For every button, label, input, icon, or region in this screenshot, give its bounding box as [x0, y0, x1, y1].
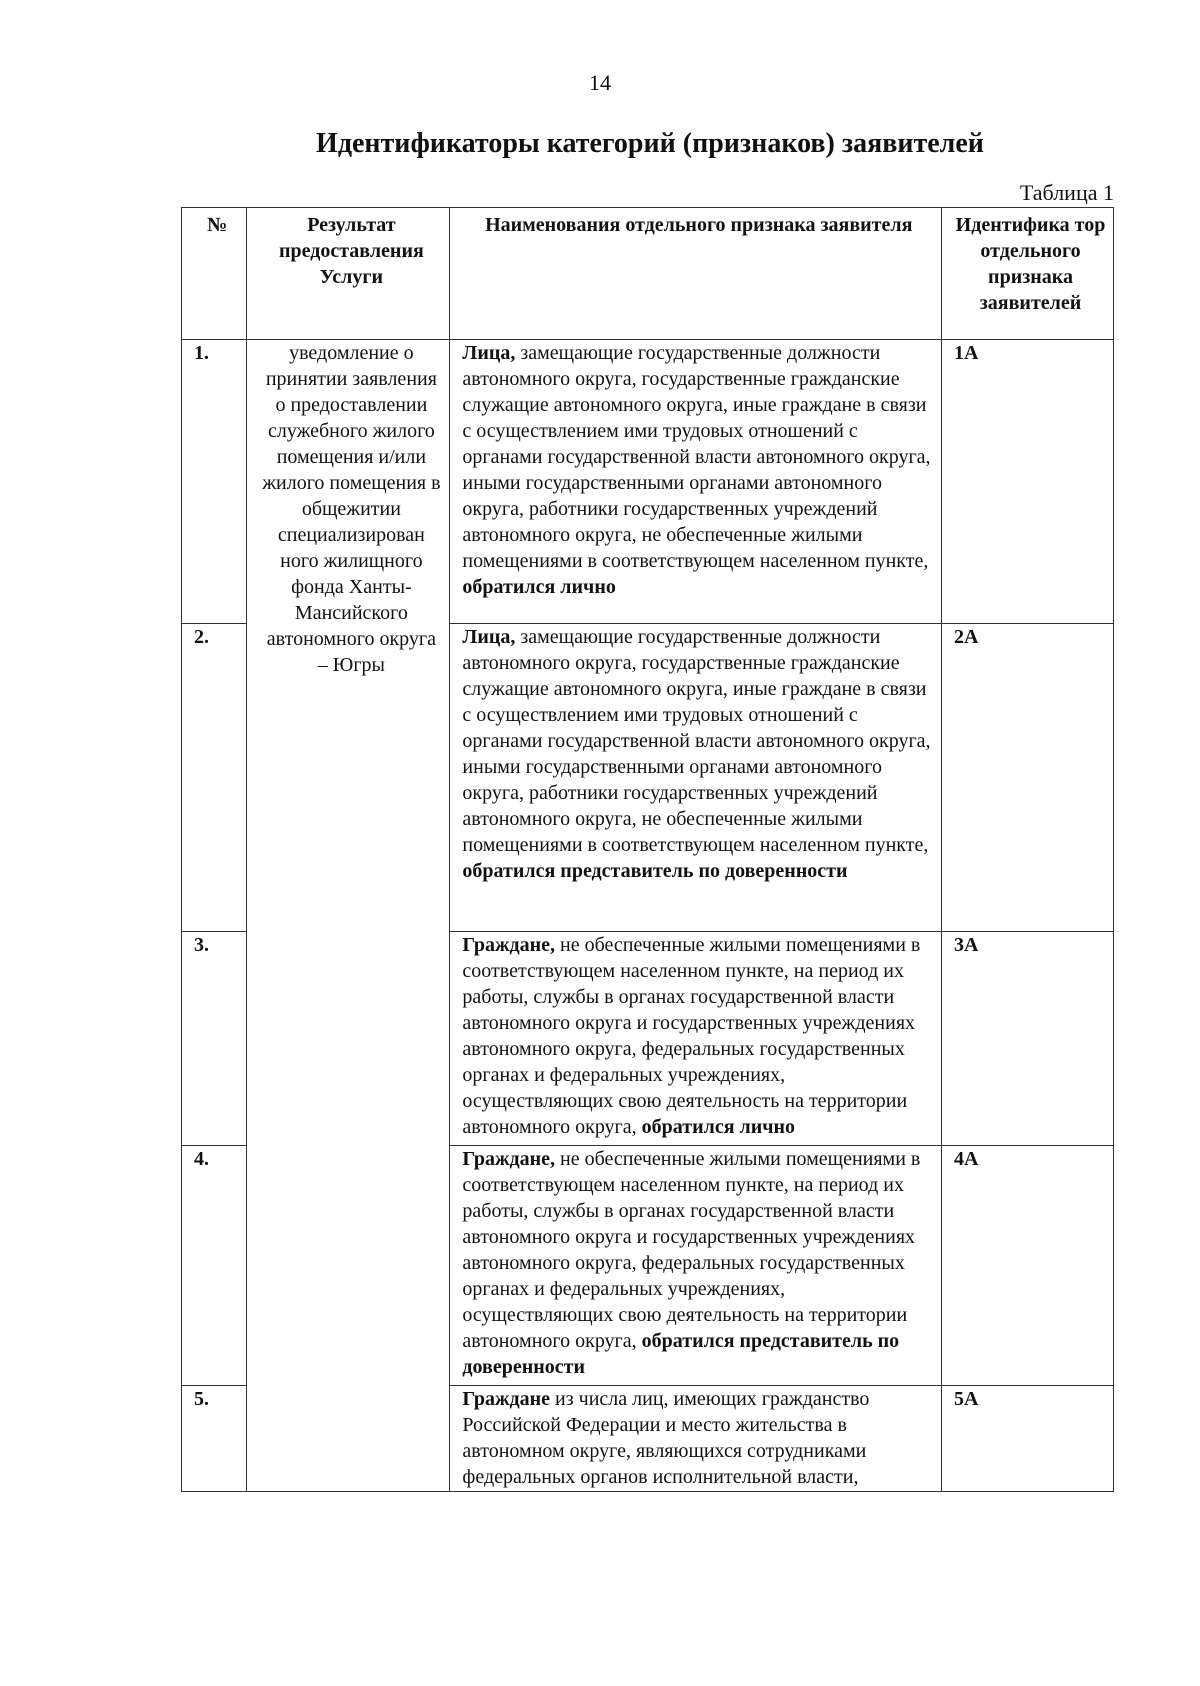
feature-lead: Граждане [462, 1388, 551, 1410]
table-header-row [182, 208, 1114, 340]
header-number: № [182, 208, 247, 340]
page-number: 14 [589, 70, 611, 95]
feature-tail: обратился лично [636, 1116, 796, 1138]
row-number: 3. [182, 932, 247, 1146]
row-number: 2. [182, 624, 247, 932]
applicant-feature-cell [450, 932, 942, 1146]
identifier-cell: 4А [942, 1146, 1114, 1386]
table-caption: Таблица 1 [1019, 180, 1114, 205]
table-row [182, 340, 1114, 624]
identifier-cell: 3А [942, 932, 1114, 1146]
feature-body: не обеспеченные жилыми помещениями в соответствующем населенном пункте, на период их работы, службы в органах государственной власти автономного округа и государственных учреждениях автономного округа, федеральных государственных органах и федеральных учреждениях, осуществляющих свою деятельность на территории автономного округа, [462, 1148, 921, 1352]
feature-lead: Лица, [462, 342, 516, 364]
service-result-cell: уведомление о принятии заявления о предоставлении служебного жилого помещения и/или жилого помещения в общежитии специализирован ного жилищного фонда Ханты-Мансийского автономного округа – Югры [247, 340, 450, 1492]
document-title: Идентификаторы категорий (признаков) заявителей [316, 128, 984, 159]
row-number: 4. [182, 1146, 247, 1386]
header-name: Наименования отдельного признака заявителя [450, 208, 942, 340]
feature-tail: обратился представитель по доверенности [462, 860, 848, 882]
feature-lead: Лица, [462, 626, 516, 648]
header-result: Результат предоставления Услуги [247, 208, 450, 340]
feature-lead: Граждане, [462, 1148, 556, 1170]
identifier-cell: 1А [942, 340, 1114, 624]
feature-lead: Граждане, [462, 934, 556, 956]
feature-body: из числа лиц, имеющих гражданство Российской Федерации и место жительства в автономном округе, являющихся сотрудниками федеральных органов исполнительной власти, [462, 1388, 870, 1488]
identifier-cell: 5А [942, 1386, 1114, 1492]
applicant-categories-table [181, 207, 1114, 1492]
feature-body: замещающие государственные должности автономного округа, государственные гражданские служащие автономного округа, иные граждане в связи с осуществлением ими трудовых отношений с органами государственной власти автономного округа, иными государственными органами автономного округа, работники государственных учреждений автономного округа, не обеспеченные жилыми помещениями в соответствующем населенном пункте, [462, 626, 931, 856]
applicant-feature-cell [450, 1386, 942, 1492]
applicant-feature-cell [450, 1146, 942, 1386]
feature-body: замещающие государственные должности автономного округа, государственные гражданские служащие автономного округа, иные граждане в связи с осуществлением ими трудовых отношений с органами государственной власти автономного округа, иными государственными органами автономного округа, работники государственных учреждений автономного округа, не обеспеченные жилыми помещениями в соответствующем населенном пункте, [462, 342, 931, 572]
row-number: 1. [182, 340, 247, 624]
feature-tail: обратился представитель по доверенности [462, 1330, 900, 1378]
identifier-cell: 2А [942, 624, 1114, 932]
row-number: 5. [182, 1386, 247, 1492]
feature-tail: обратился лично [462, 576, 616, 598]
header-identifier: Идентифика тор отдельного признака заявителей [942, 208, 1114, 340]
applicant-feature-cell [450, 624, 942, 932]
feature-body: не обеспеченные жилыми помещениями в соответствующем населенном пункте, на период их работы, службы в органах государственной власти автономного округа и государственных учреждениях автономного округа, федеральных государственных органах и федеральных учреждениях, осуществляющих свою деятельность на территории автономного округа, [462, 934, 921, 1138]
applicant-feature-cell [450, 340, 942, 624]
